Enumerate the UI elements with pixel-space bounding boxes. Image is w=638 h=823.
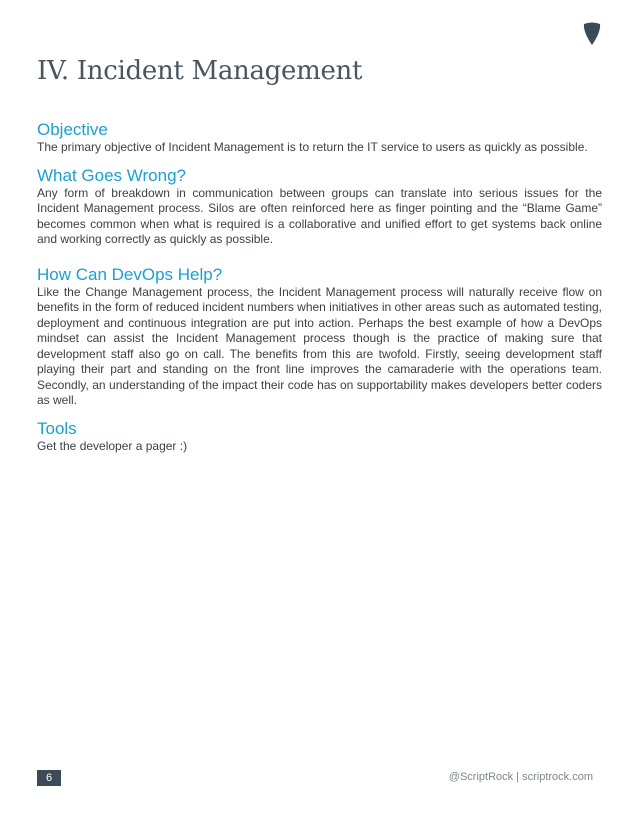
section-body-what-goes-wrong: Any form of breakdown in communication between groups can translate into serious issues for the Incident Management process. Silos are often reinforced here as finger pointing and the “Blame Game” becomes common when what is required is a collaborative and unified effort to get systems back online and working correctly as quickly as possible. bbox=[37, 185, 602, 246]
section-body-objective: The primary objective of Incident Management is to return the IT service to users as quickly as possible. bbox=[37, 140, 588, 154]
footer-credit: @ScriptRock | scriptrock.com bbox=[448, 771, 593, 783]
section-tools bbox=[37, 419, 602, 455]
section-what-goes-wrong bbox=[37, 166, 602, 248]
guitar-pick-logo-icon bbox=[582, 22, 602, 46]
section-body-tools: Get the developer a pager :) bbox=[37, 438, 188, 453]
section-devops-help bbox=[37, 265, 602, 409]
document-body bbox=[37, 120, 602, 464]
section-heading-devops-help: How Can DevOps Help? bbox=[37, 264, 223, 284]
section-objective bbox=[37, 120, 602, 156]
section-heading-what-goes-wrong: What Goes Wrong? bbox=[37, 165, 186, 185]
section-body-devops-help: Like the Change Management process, the Incident Management process will naturally receive flow on benefits in the form of reduced incident numbers when initiatives in other areas such as automated testing, deployment and continuous integration are put into action. Perhaps the best example of how a DevOps mindset can assist the Incident Management process though is the practice of making sure that development staff also go on call. The benefits from this are twofold. Firstly, seeing development staff playing their part and standing on the front line improves the camaraderie with the operations team. Secondly, an understanding of the impact their code has on supportability makes developers better coders as well. bbox=[37, 284, 602, 407]
section-heading-objective: Objective bbox=[37, 120, 108, 139]
section-heading-tools: Tools bbox=[37, 418, 77, 438]
page-number-badge: 6 bbox=[37, 770, 61, 786]
page-title: IV. Incident Management bbox=[37, 56, 363, 86]
